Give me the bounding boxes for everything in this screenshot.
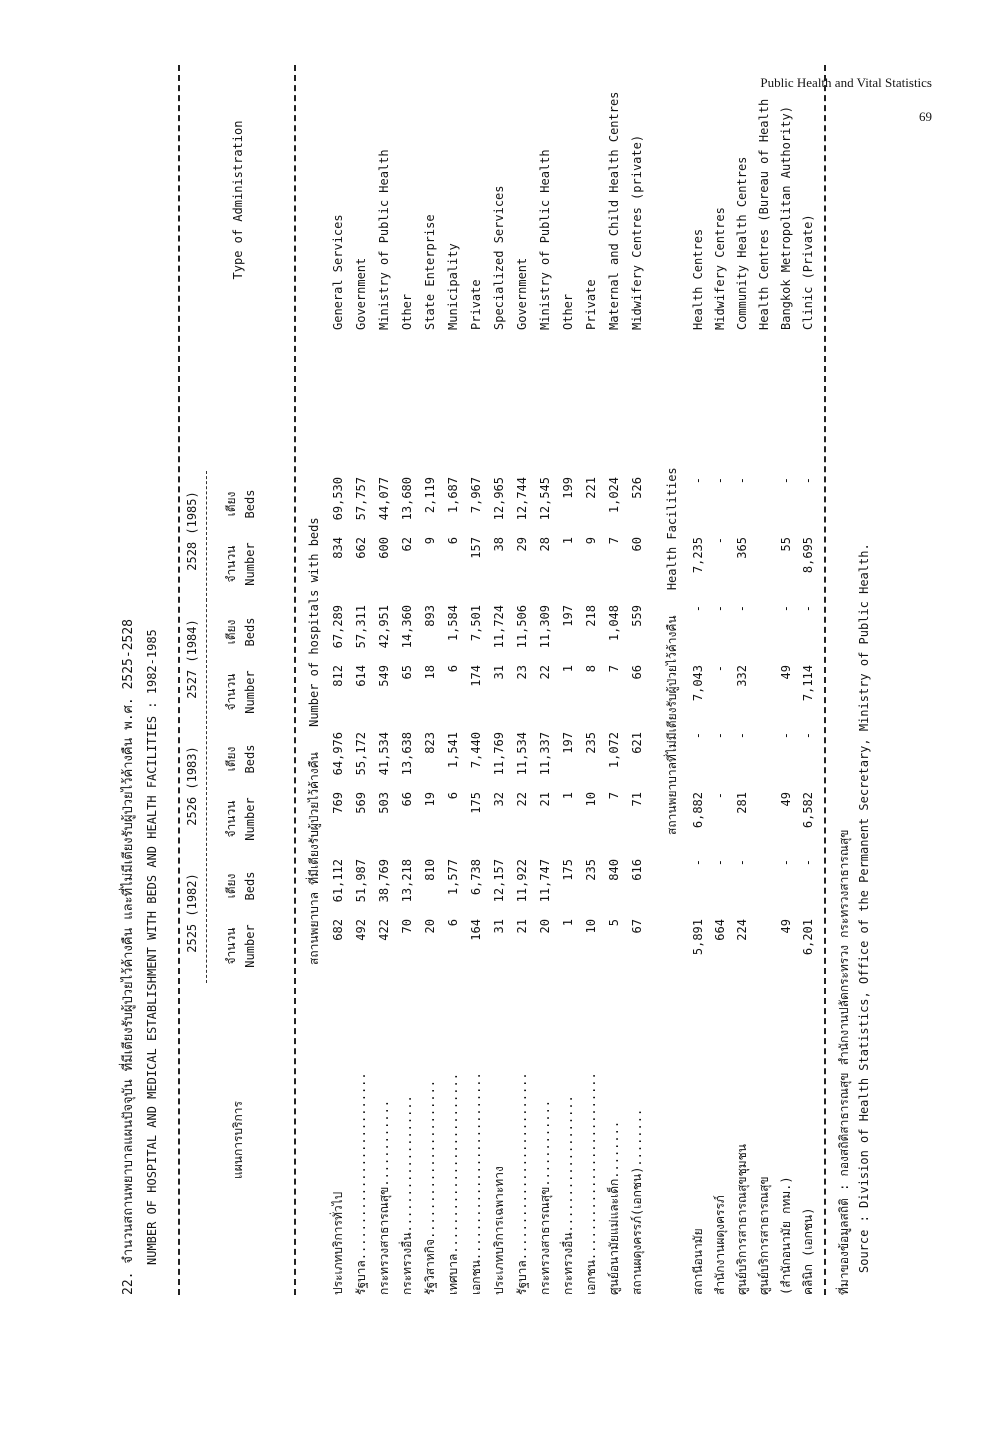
table-row — [798, 65, 821, 1295]
table-row — [466, 65, 489, 1295]
cell-beds: 559 — [630, 605, 644, 627]
page-number: 69 — [919, 109, 932, 124]
cell-beds: 12,157 — [492, 859, 506, 903]
row-label-thai: ประเภทบริการทั่วไป — [331, 1191, 345, 1295]
row-label-english: Government — [515, 257, 529, 330]
cell-number: 174 — [469, 665, 483, 687]
cell-number: 224 — [735, 919, 749, 941]
row-label-thai: กระทรวงสาธารณสุข............ — [538, 1099, 552, 1295]
cell-beds: 64,976 — [331, 732, 345, 776]
section-facilities-english: Health Facilities — [665, 467, 679, 591]
cell-beds: 1,024 — [607, 477, 621, 514]
cell-beds: - — [691, 859, 705, 867]
cell-beds: - — [801, 732, 815, 740]
cell-number: 31 — [492, 665, 506, 680]
row-label-thai: กระทรวงอื่น................... — [561, 1095, 575, 1295]
cell-number: 66 — [630, 665, 644, 680]
cell-number: 7 — [607, 792, 621, 800]
source-english: Source : Division of Health Statistics, Office of the Permanent Secretary, Ministry of Public Health. — [857, 543, 871, 1273]
year-subrule — [206, 726, 207, 856]
table-row — [374, 65, 397, 1295]
year-subrule — [206, 471, 207, 601]
cell-beds: - — [691, 605, 705, 613]
cell-number: 67 — [630, 919, 644, 934]
cell-number: - — [713, 792, 727, 800]
row-label-thai: ศูนย์อนามัยแม่และเด็ก........ — [607, 1120, 621, 1295]
cell-number: 662 — [354, 537, 368, 559]
cell-number: 422 — [377, 919, 391, 941]
row-label-english: Private — [469, 279, 483, 330]
cell-number: 29 — [515, 537, 529, 552]
cell-beds: - — [691, 477, 705, 485]
row-label-english: Other — [561, 293, 575, 330]
subheader-english: Number — [242, 670, 257, 714]
subheader-english: Number — [242, 797, 257, 841]
cell-beds: 12,545 — [538, 477, 552, 521]
cell-number: 6 — [446, 919, 460, 927]
cell-number: 5 — [607, 919, 621, 927]
cell-number: 21 — [515, 919, 529, 934]
cell-number: 8 — [584, 665, 598, 673]
cell-number: 1 — [561, 665, 575, 673]
table-row — [397, 65, 420, 1295]
subheader-english: Beds — [242, 617, 257, 647]
cell-beds: 11,337 — [538, 732, 552, 776]
section-hospitals-english: Number of hospitals with beds — [307, 517, 321, 727]
table-row — [328, 65, 351, 1295]
cell-beds: 1,541 — [446, 732, 460, 769]
cell-beds: 526 — [630, 477, 644, 499]
row-label-thai: คลินิก (เอกชน) — [801, 1207, 815, 1295]
table-row — [351, 65, 374, 1295]
row-label-english: Ministry of Public Health — [538, 149, 552, 330]
cell-number: 49 — [779, 665, 793, 680]
cell-number: 49 — [779, 792, 793, 807]
row-label-thai: กระทรวงสาธารณสุข............ — [377, 1099, 391, 1295]
cell-beds: 13,680 — [400, 477, 414, 521]
table-row — [732, 65, 755, 1295]
cell-number: 682 — [331, 919, 345, 941]
table-row — [754, 65, 777, 1295]
cell-number: - — [713, 537, 727, 545]
cell-number: 1 — [561, 919, 575, 927]
cell-beds: 13,638 — [400, 732, 414, 776]
row-label-english: General Services — [331, 214, 345, 330]
cell-beds: 197 — [561, 732, 575, 754]
cell-number: 6,582 — [801, 792, 815, 829]
cell-number: 503 — [377, 792, 391, 814]
cell-beds: 7,967 — [469, 477, 483, 514]
cell-number: 549 — [377, 665, 391, 687]
cell-beds: 893 — [423, 605, 437, 627]
cell-beds: 55,172 — [354, 732, 368, 776]
number-subheader — [222, 529, 259, 599]
row-label-thai: สถานีอนามัย — [691, 1228, 705, 1295]
table-row — [581, 65, 604, 1295]
cell-beds: 235 — [584, 859, 598, 881]
cell-beds: 1,577 — [446, 859, 460, 896]
row-label-english: Health Centres — [691, 228, 705, 330]
row-label-english: Ministry of Public Health — [377, 149, 391, 330]
cell-number: 7 — [607, 665, 621, 673]
section-title: Public Health and Vital Statistics — [760, 75, 932, 90]
row-label-thai: เอกชน.......................... — [469, 1072, 483, 1295]
cell-beds: 175 — [561, 859, 575, 881]
cell-number: 664 — [713, 919, 727, 941]
cell-beds: - — [801, 477, 815, 485]
beds-subheader — [222, 597, 259, 667]
cell-beds: - — [691, 732, 705, 740]
subheader-thai: จำนวน — [224, 800, 238, 838]
cell-beds: 57,311 — [354, 605, 368, 649]
subheader-english: Beds — [242, 489, 257, 519]
cell-beds: 11,506 — [515, 605, 529, 649]
cell-beds: 41,534 — [377, 732, 391, 776]
cell-number: 19 — [423, 792, 437, 807]
cell-number: 6 — [446, 792, 460, 800]
cell-number: 20 — [538, 919, 552, 934]
table-row — [688, 65, 711, 1295]
table-row — [604, 65, 627, 1295]
cell-beds: 61,112 — [331, 859, 345, 903]
cell-beds: - — [713, 605, 727, 613]
cell-number: 6,201 — [801, 919, 815, 956]
cell-beds: - — [801, 859, 815, 867]
cell-number: 157 — [469, 537, 483, 559]
cell-beds: 11,309 — [538, 605, 552, 649]
cell-number: 600 — [377, 537, 391, 559]
row-label-thai: สถานผดุงครรภ์(เอกชน)........ — [630, 1108, 644, 1295]
cell-beds: - — [779, 859, 793, 867]
cell-number: 5,891 — [691, 919, 705, 956]
row-label-english: State Enterprise — [423, 214, 437, 330]
cell-beds: - — [735, 732, 749, 740]
cell-number: 10 — [584, 919, 598, 934]
year-subrule — [206, 599, 207, 729]
row-label-english: Maternal and Child Health Centres — [607, 91, 621, 330]
subheader-thai: เตียง — [224, 491, 238, 517]
table-row — [558, 65, 581, 1295]
cell-number: 6,882 — [691, 792, 705, 829]
source-thai: ที่มาของข้อมูลสถิติ : กองสถิติสาธารณสุข สำนักงานปลัดกระทรวง กระทรวงสาธารณสุข — [837, 829, 851, 1295]
cell-number: 6 — [446, 665, 460, 673]
cell-number: 65 — [400, 665, 414, 680]
beds-subheader — [222, 851, 259, 921]
subheader-thai: เตียง — [224, 746, 238, 772]
cell-beds: 14,360 — [400, 605, 414, 649]
cell-beds: 44,077 — [377, 477, 391, 521]
row-label-thai: รัฐวิสาหกิจ...................... — [423, 1079, 437, 1295]
cell-number: 6 — [446, 537, 460, 545]
cell-beds: 1,048 — [607, 605, 621, 642]
cell-beds: 57,757 — [354, 477, 368, 521]
cell-beds: 51,987 — [354, 859, 368, 903]
cell-beds: 6,738 — [469, 859, 483, 896]
cell-number: 32 — [492, 792, 506, 807]
cell-number: 60 — [630, 537, 644, 552]
row-label-english: Other — [400, 293, 414, 330]
cell-number: 62 — [400, 537, 414, 552]
cell-beds: 823 — [423, 732, 437, 754]
subheader-thai: จำนวน — [224, 673, 238, 711]
row-label-english: Midwifery Centres (private) — [630, 134, 644, 330]
cell-number: 812 — [331, 665, 345, 687]
cell-number: 49 — [779, 919, 793, 934]
row-label-english: Municipality — [446, 243, 460, 330]
left-column-header: แผนการบริการ — [231, 1101, 245, 1179]
cell-number: 70 — [400, 919, 414, 934]
cell-number: 1 — [561, 792, 575, 800]
row-label-english: Government — [354, 257, 368, 330]
row-label-english: Specialized Services — [492, 185, 506, 330]
cell-beds: - — [735, 477, 749, 485]
cell-beds: - — [735, 605, 749, 613]
cell-beds: 197 — [561, 605, 575, 627]
cell-beds: 2,119 — [423, 477, 437, 514]
cell-beds: 69,530 — [331, 477, 345, 521]
cell-number: 834 — [331, 537, 345, 559]
cell-number: 614 — [354, 665, 368, 687]
year-label: 2526 (1983) — [185, 746, 199, 826]
top-rule — [178, 65, 180, 1295]
cell-beds: 7,440 — [469, 732, 483, 769]
cell-number: 38 — [492, 537, 506, 552]
cell-beds: 12,744 — [515, 477, 529, 521]
right-column-header: Type of Administration — [231, 120, 245, 280]
row-label-thai: เอกชน.......................... — [584, 1072, 598, 1295]
cell-number: 22 — [515, 792, 529, 807]
cell-beds: - — [713, 477, 727, 485]
table-row — [776, 65, 799, 1295]
cell-beds: 221 — [584, 477, 598, 499]
cell-number: 22 — [538, 665, 552, 680]
beds-subheader — [222, 724, 259, 794]
cell-beds: - — [735, 859, 749, 867]
cell-number: 7 — [607, 537, 621, 545]
subheader-thai: จำนวน — [224, 545, 238, 583]
cell-beds: 38,769 — [377, 859, 391, 903]
cell-beds: - — [779, 732, 793, 740]
cell-number: 10 — [584, 792, 598, 807]
cell-beds: - — [713, 859, 727, 867]
row-label-english: Clinic (Private) — [801, 214, 815, 330]
title-thai: 22. จำนวนสถานพยาบาลแผนปัจจุบัน ที่มีเตียงรับผู้ป่วยไว้ค้างคืน และที่ไม่มีเตียงรับผู้ป่วยไว้ค้างคืน พ.ศ. 2525-2528 — [121, 618, 136, 1295]
cell-beds: 1,072 — [607, 732, 621, 769]
cell-number: 20 — [423, 919, 437, 934]
cell-number: 8,695 — [801, 537, 815, 574]
cell-beds: 11,922 — [515, 859, 529, 903]
cell-beds: 840 — [607, 859, 621, 881]
row-label-english: Health Centres (Bureau of Health — [757, 98, 771, 330]
cell-number: 55 — [779, 537, 793, 552]
cell-beds: 218 — [584, 605, 598, 627]
cell-beds: 11,724 — [492, 605, 506, 649]
cell-number: 21 — [538, 792, 552, 807]
bottom-rule — [824, 65, 826, 1295]
cell-beds: - — [779, 477, 793, 485]
year-subrule — [206, 853, 207, 983]
row-label-english: Midwifery Centres — [713, 207, 727, 330]
cell-beds: 7,501 — [469, 605, 483, 642]
section-hospitals — [308, 517, 320, 965]
section-facilities-thai: สถานพยาบาลที่ไม่มีเตียงรับผู้ป่วยไว้ค้างคืน — [665, 615, 679, 835]
table-row — [489, 65, 512, 1295]
row-label-english: Private — [584, 279, 598, 330]
cell-beds: 1,687 — [446, 477, 460, 514]
cell-number: 18 — [423, 665, 437, 680]
number-subheader — [222, 911, 259, 981]
section-hospitals-thai: สถานพยาบาล ที่มีเตียงรับผู้ป่วยไว้ค้างคืน — [307, 752, 321, 965]
cell-beds: 810 — [423, 859, 437, 881]
cell-number: 332 — [735, 665, 749, 687]
row-label-thai: เทศบาล......................... — [446, 1073, 460, 1295]
row-label-thai: ประเภทบริการเฉพาะทาง — [492, 1166, 506, 1295]
row-label-thai: รัฐบาล.......................... — [515, 1072, 529, 1295]
cell-beds: 11,747 — [538, 859, 552, 903]
cell-beds: 199 — [561, 477, 575, 499]
subheader-english: Number — [242, 924, 257, 968]
row-label-thai: ศูนย์บริการสาธารณสุขชุมชน — [735, 1144, 749, 1295]
year-label: 2527 (1984) — [185, 619, 199, 699]
table-row — [512, 65, 535, 1295]
section-facilities — [666, 467, 678, 835]
cell-beds: 621 — [630, 732, 644, 754]
cell-beds: 11,769 — [492, 732, 506, 776]
subheader-thai: เตียง — [224, 619, 238, 645]
row-label-english: Community Health Centres — [735, 156, 749, 330]
year-label: 2525 (1982) — [185, 873, 199, 953]
cell-number: 28 — [538, 537, 552, 552]
rotated-table — [116, 65, 876, 1295]
cell-number: 23 — [515, 665, 529, 680]
year-label: 2528 (1985) — [185, 491, 199, 571]
cell-number: 164 — [469, 919, 483, 941]
cell-beds: 11,534 — [515, 732, 529, 776]
number-subheader — [222, 784, 259, 854]
row-label-thai: (สำนักอนามัย กทม.) — [779, 1176, 793, 1295]
cell-number: 569 — [354, 792, 368, 814]
title-english: NUMBER OF HOSPITAL AND MEDICAL ESTABLISHMENT WITH BEDS AND HEALTH FACILITIES : 1982-1985 — [145, 629, 159, 1265]
row-label-thai: สำนักงานผดุงครรภ์ — [713, 1195, 727, 1295]
cell-number: 175 — [469, 792, 483, 814]
table-row — [443, 65, 466, 1295]
cell-number: 7,114 — [801, 665, 815, 702]
subheader-english: Beds — [242, 871, 257, 901]
cell-number: 365 — [735, 537, 749, 559]
cell-number: 7,235 — [691, 537, 705, 574]
cell-number: - — [713, 665, 727, 673]
table-row — [627, 65, 650, 1295]
cell-number: 31 — [492, 919, 506, 934]
number-subheader — [222, 657, 259, 727]
row-label-thai: กระทรวงอื่น................... — [400, 1095, 414, 1295]
cell-number: 9 — [584, 537, 598, 545]
cell-beds: 12,965 — [492, 477, 506, 521]
cell-number: 281 — [735, 792, 749, 814]
cell-number: 66 — [400, 792, 414, 807]
subheader-english: Beds — [242, 744, 257, 774]
cell-number: 9 — [423, 537, 437, 545]
header-rule — [294, 65, 296, 1295]
cell-beds: - — [779, 605, 793, 613]
cell-beds: - — [801, 605, 815, 613]
row-label-thai: ศูนย์บริการสาธารณสุข — [757, 1176, 771, 1295]
beds-subheader — [222, 469, 259, 539]
row-label-english: Bangkok Metropolitan Authority) — [779, 106, 793, 330]
subheader-thai: จำนวน — [224, 927, 238, 965]
cell-beds: 1,584 — [446, 605, 460, 642]
cell-number: 492 — [354, 919, 368, 941]
table-row — [535, 65, 558, 1295]
cell-number: 769 — [331, 792, 345, 814]
cell-beds: 13,218 — [400, 859, 414, 903]
table-row — [710, 65, 733, 1295]
cell-beds: 616 — [630, 859, 644, 881]
cell-beds: 67,289 — [331, 605, 345, 649]
cell-beds: - — [713, 732, 727, 740]
subheader-english: Number — [242, 542, 257, 586]
table-row — [420, 65, 443, 1295]
cell-number: 1 — [561, 537, 575, 545]
cell-beds: 42,951 — [377, 605, 391, 649]
cell-number: 71 — [630, 792, 644, 807]
row-label-thai: รัฐบาล.......................... — [354, 1072, 368, 1295]
subheader-thai: เตียง — [224, 873, 238, 899]
cell-number: 7,043 — [691, 665, 705, 702]
cell-beds: 235 — [584, 732, 598, 754]
